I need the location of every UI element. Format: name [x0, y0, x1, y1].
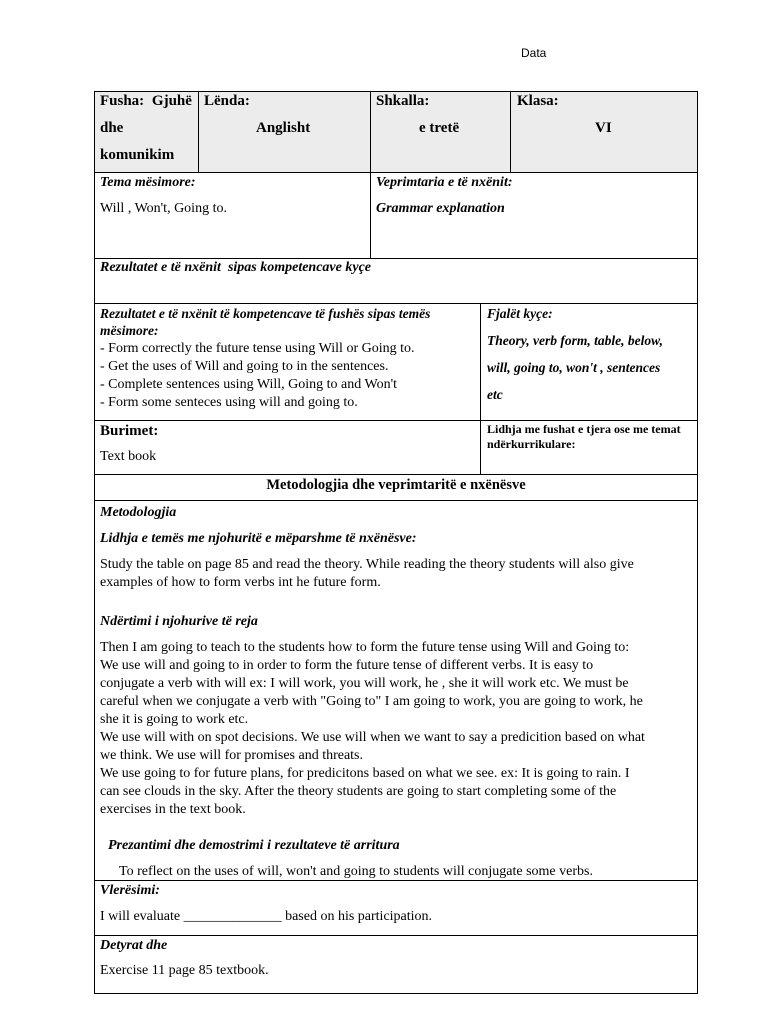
veprimtaria-value: Grammar explanation: [376, 201, 505, 216]
col-rule-fusha: [198, 91, 199, 172]
vleresimi-text: I will evaluate ______________ based on his participation.: [100, 909, 433, 924]
ndertimi-text-line: We use will with on spot decisions. We use will when we want to say a predicition based on what: [100, 730, 645, 745]
ndertimi-text-line: Then I am going to teach to the students how to form the future tense using Will and Going to:: [100, 640, 630, 655]
fjalet-kyce-line: etc: [487, 387, 503, 402]
metodologjia-title: Metodologjia dhe veprimtaritë e nxënësve: [266, 477, 526, 493]
lidhja-temes-label: Lidhja e temës me njohuritë e mëparshme të nxënësve:: [100, 531, 417, 546]
fjalet-kyce-label: Fjalët kyçe:: [487, 306, 553, 321]
prezantimi-text: To reflect on the uses of will, won't and going to students will conjugate some verbs.: [119, 864, 593, 879]
lidhja-fushat-label-1: Lidhja me fushat e tjera ose me temat: [487, 422, 681, 436]
lenda-value: Anglisht: [256, 120, 311, 136]
ndertimi-text-line: we think. We use will for promises and threats.: [100, 748, 364, 763]
tema-value: Will , Won't, Going to.: [100, 201, 227, 216]
col-rule-fjalet: [480, 303, 481, 474]
lidhja-fushat-label-2: ndërkurrikulare:: [487, 437, 576, 451]
klasa-label: Klasa:: [517, 93, 559, 109]
col-rule-shkalla: [510, 91, 511, 172]
ndertimi-text-line: conjugate a verb with will ex: I will work, you will work, he , she it will work etc. We must be: [100, 676, 629, 691]
rule-after-row1: [94, 172, 698, 173]
rule-after-row6: [94, 500, 698, 501]
date-label: Data: [521, 46, 547, 60]
shkalla-label: Shkalla:: [376, 93, 430, 109]
prezantimi-label: Prezantimi dhe demostrimi i rezultateve të arritura: [108, 838, 400, 853]
lenda-label: Lënda:: [204, 93, 250, 109]
shkalla-value: e tretë: [419, 120, 460, 136]
outcome-item: - Form some senteces using will and going to.: [100, 395, 358, 410]
vleresimi-label: Vlerësimi:: [100, 883, 160, 898]
outcome-item: - Form correctly the future tense using Will or Going to.: [100, 341, 415, 356]
klasa-value: VI: [595, 120, 612, 136]
ndertimi-text-line: she it is going to work etc.: [100, 712, 249, 727]
ndertimi-text-line: careful when we conjugate a verb with "Going to" I am going to work, you are going to work, he: [100, 694, 643, 709]
rezultatet-fushes-label-1: Rezultatet e të nxënit të kompetencave të fushës sipas temës: [100, 306, 431, 321]
burimet-label: Burimet:: [100, 423, 159, 439]
rule-after-vleresimi: [94, 935, 698, 936]
fjalet-kyce-line: will, going to, won't , sentences: [487, 360, 661, 375]
lidhja-text-line: examples of how to form verbs int he future form.: [100, 575, 381, 590]
ndertimi-text-line: exercises in the text book.: [100, 802, 246, 817]
lidhja-text-line: Study the table on page 85 and read the theory. While reading the theory students will also give: [100, 557, 634, 572]
detyrat-label: Detyrat dhe: [100, 938, 168, 953]
outcome-item: - Get the uses of Will and going to in the sentences.: [100, 359, 389, 374]
fjalet-kyce-line: Theory, verb form, table, below,: [487, 333, 663, 348]
detyrat-text: Exercise 11 page 85 textbook.: [100, 963, 269, 978]
rezultatet-fushes-label-2: mësimore:: [100, 323, 159, 338]
outcome-item: - Complete sentences using Will, Going to and Won't: [100, 377, 398, 392]
fusha-label: Fusha: Gjuhë: [100, 93, 192, 109]
tema-label: Tema mësimore:: [100, 175, 196, 190]
ndertimi-text-line: We use going to for future plans, for predicitons based on what we see. ex: It is going to rain. I: [100, 766, 630, 781]
ndertimi-label: Ndërtimi i njohurive të reja: [100, 614, 258, 629]
burimet-value: Text book: [100, 449, 157, 464]
ndertimi-text-line: can see clouds in the sky. After the theory students are going to start completing some of the: [100, 784, 617, 799]
fusha-line2: dhe: [100, 120, 124, 136]
ndertimi-text-line: We use will and going to in order to form the future tense of different verbs. It is easy to: [100, 658, 594, 673]
fusha-line3: komunikim: [100, 147, 175, 163]
rule-after-row3: [94, 303, 698, 304]
metodologjia-label: Metodologjia: [100, 505, 177, 520]
veprimtaria-label: Veprimtaria e të nxënit:: [376, 175, 513, 190]
col-rule-lenda: [370, 91, 371, 258]
rezultatet-kyce-label: Rezultatet e të nxënit sipas kompetencave kyçe: [100, 260, 372, 275]
rule-after-row5: [94, 474, 698, 475]
